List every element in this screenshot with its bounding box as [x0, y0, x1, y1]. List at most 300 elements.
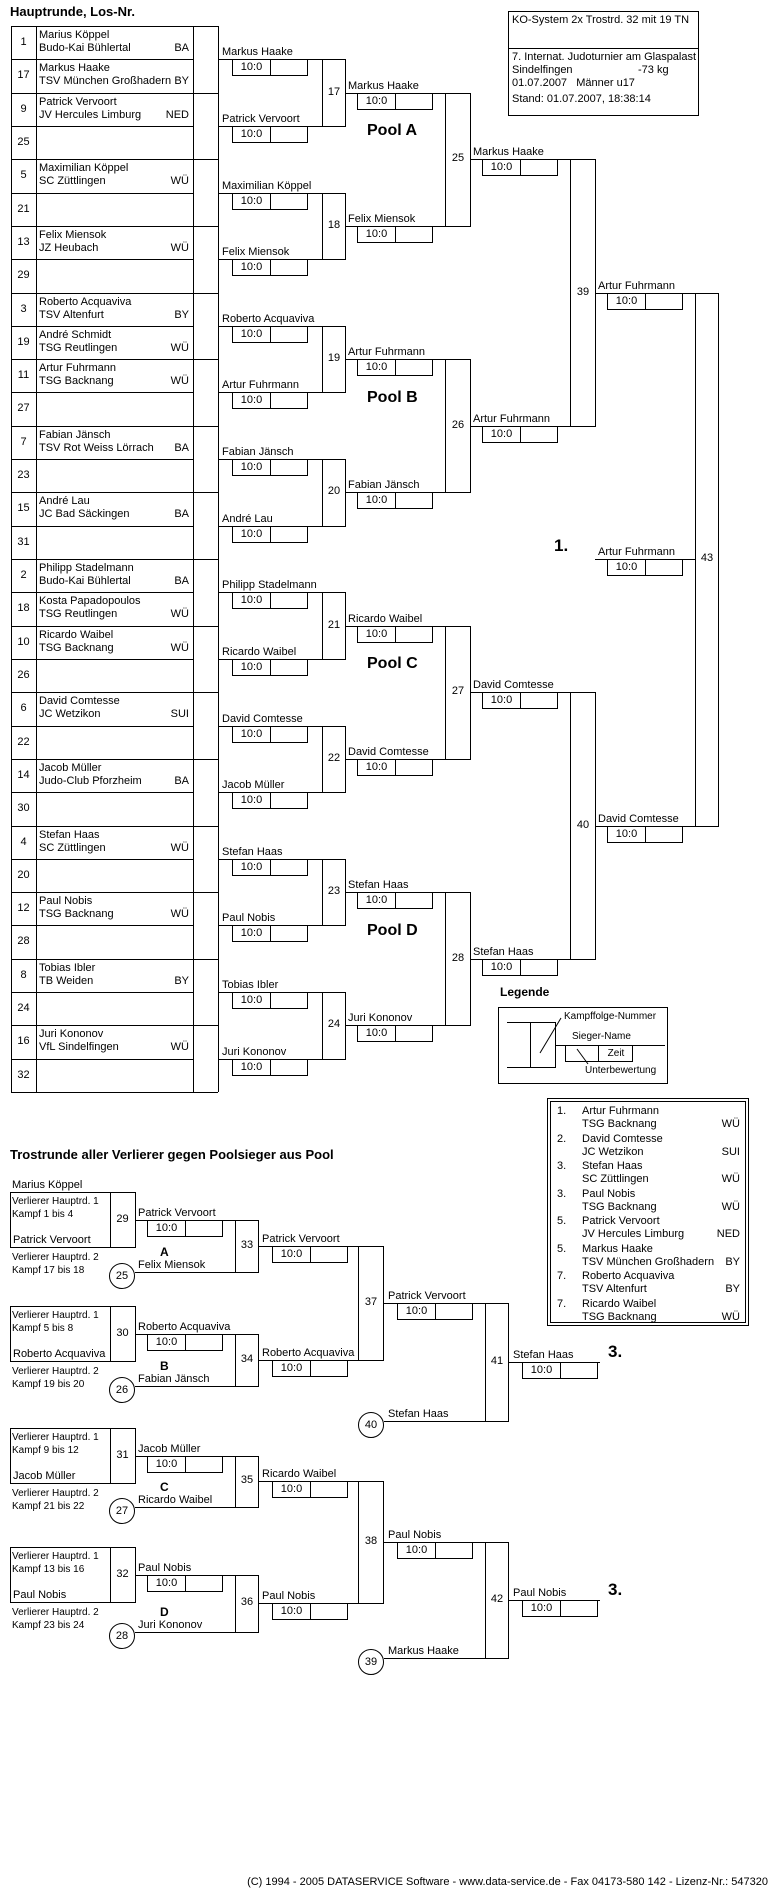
match-number: 39: [576, 285, 590, 298]
placed-player-name: Roberto Acquaviva: [582, 1270, 675, 1282]
score-value: 10:0: [273, 1361, 311, 1376]
table-grid-line: [11, 592, 193, 593]
winner-name: Patrick Vervoort: [388, 1289, 466, 1302]
player-state: BA: [174, 508, 189, 521]
table-grid-line: [11, 126, 193, 127]
time-cell: [646, 827, 682, 842]
time-cell: [271, 194, 307, 209]
player-club: JC Wetzikon: [39, 708, 101, 721]
winner-name: Jacob Müller: [138, 1442, 201, 1455]
seed-name: Markus Haake: [388, 1645, 459, 1657]
winner-name: Philipp Stadelmann: [222, 579, 317, 592]
score-box: [272, 1481, 348, 1498]
winner-name: Artur Fuhrmann: [348, 346, 426, 359]
seed-name: Stefan Haas: [388, 1408, 449, 1420]
lot-number: 25: [17, 135, 30, 148]
score-box: [357, 359, 433, 376]
player-name: Patrick Vervoort: [39, 95, 117, 108]
legend-heading: Legende: [500, 985, 550, 999]
table-grid-line: [193, 892, 218, 893]
table-grid-line: [193, 1092, 218, 1093]
table-grid-line: [193, 959, 218, 960]
place-number: 7.: [557, 1297, 567, 1310]
player-name: Philipp Stadelmann: [39, 562, 134, 574]
match-number: 17: [327, 85, 341, 98]
seed-circle: 40: [358, 1412, 384, 1438]
entrant-name: Marius Köppel: [12, 1179, 83, 1191]
entrant-name: Roberto Acquaviva: [13, 1348, 106, 1360]
winner-name: Markus Haake: [222, 46, 293, 59]
table-grid-line: [11, 426, 193, 427]
time-cell: [186, 1457, 222, 1472]
placed-player-club: TSV München Großhadern: [582, 1255, 715, 1268]
table-grid-line: [11, 692, 193, 693]
score-value: 10:0: [233, 793, 271, 808]
score-value: 10:0: [358, 1026, 396, 1041]
placed-player-name: Stefan Haas: [582, 1160, 643, 1172]
pool-letter: B: [160, 1359, 169, 1373]
score-value: 10:0: [358, 227, 396, 242]
event-location: Sindelfingen: [512, 64, 573, 76]
time-cell: [521, 427, 557, 442]
placed-player-state: SUI: [721, 1145, 740, 1158]
source-label: Verlierer Hauptrd. 2: [12, 1366, 99, 1377]
winner-name: Artur Fuhrmann: [598, 279, 676, 292]
player-club: TSG Backnang: [39, 375, 114, 388]
placed-player-state: BY: [725, 1255, 740, 1268]
player-club: JV Hercules Limburg: [39, 108, 142, 121]
time-cell: [271, 860, 307, 875]
time-cell: [396, 227, 432, 242]
lot-number: 14: [17, 768, 30, 781]
lot-number: 30: [17, 802, 30, 815]
score-box: [482, 426, 558, 443]
lot-number: 4: [20, 835, 27, 848]
lot-number: 12: [17, 902, 30, 915]
winner-name: Jacob Müller: [222, 779, 285, 792]
placed-player-club: JV Hercules Limburg: [582, 1228, 685, 1240]
table-grid-line: [11, 392, 193, 393]
score-value: 10:0: [233, 527, 271, 542]
match-number: 35: [240, 1474, 254, 1487]
table-grid-line: [193, 426, 218, 427]
place-label: 3.: [608, 1580, 623, 1600]
seed-name: Ricardo Waibel: [138, 1494, 213, 1506]
score-box: [357, 492, 433, 509]
table-grid-line: [193, 759, 218, 760]
score-box: [232, 126, 308, 143]
table-grid-line: [11, 992, 193, 993]
source-label: Kampf 19 bis 20: [12, 1379, 85, 1390]
score-value: 10:0: [233, 60, 271, 75]
player-name: Juri Kononov: [39, 1028, 104, 1041]
pool-label: Pool B: [367, 388, 418, 406]
winner-name: Paul Nobis: [222, 912, 276, 925]
time-cell: [186, 1576, 222, 1591]
table-grid-line: [11, 1025, 193, 1026]
source-label: Kampf 9 bis 12: [12, 1445, 79, 1456]
match-number: 25: [451, 152, 465, 165]
score-value: 10:0: [148, 1221, 186, 1236]
score-value: 10:0: [273, 1247, 311, 1262]
score-box: [232, 659, 308, 676]
player-name: Paul Nobis: [39, 895, 93, 908]
bracket-line: [135, 1632, 235, 1633]
score-value: 10:0: [233, 727, 271, 742]
player-state: BY: [174, 75, 189, 88]
pool-label: Pool C: [367, 655, 418, 673]
score-box: [607, 826, 683, 843]
player-state: WÜ: [170, 241, 189, 254]
table-grid-line: [193, 692, 218, 693]
pool-letter: C: [160, 1480, 169, 1494]
time-cell: [436, 1304, 472, 1319]
lot-number: 9: [20, 102, 27, 115]
match-number: 26: [451, 418, 465, 431]
time-cell: [561, 1363, 597, 1378]
score-box: [397, 1303, 473, 1320]
player-club: TSG Backnang: [39, 908, 114, 921]
source-label: Verlierer Hauptrd. 2: [12, 1607, 99, 1618]
player-name: Tobias Ibler: [39, 961, 96, 974]
score-value: 10:0: [233, 1060, 271, 1075]
score-box: [482, 159, 558, 176]
match-number: 32: [116, 1567, 129, 1580]
player-club: TB Weiden: [39, 974, 94, 987]
match-number: 20: [327, 485, 341, 498]
winner-name: Felix Miensok: [222, 246, 290, 259]
lot-number: 2: [20, 569, 27, 581]
placed-player-name: Artur Fuhrmann: [582, 1105, 660, 1117]
time-cell: [271, 727, 307, 742]
time-cell: [396, 760, 432, 775]
seed-name: Juri Kononov: [138, 1619, 203, 1631]
lot-number: 22: [17, 735, 30, 748]
placed-player-state: WÜ: [721, 1200, 740, 1213]
score-box: [357, 892, 433, 909]
lot-number: 8: [20, 968, 27, 981]
lot-number: 29: [17, 269, 30, 282]
winner-name: Ricardo Waibel: [222, 645, 297, 658]
winner-name: Artur Fuhrmann: [473, 412, 551, 425]
table-grid-line: [11, 626, 193, 627]
score-box: [232, 792, 308, 809]
score-box: [607, 293, 683, 310]
time-cell: [271, 260, 307, 275]
score-value: 10:0: [608, 560, 646, 575]
time-cell: [271, 793, 307, 808]
score-value: 10:0: [233, 260, 271, 275]
player-name: Artur Fuhrmann: [39, 362, 117, 375]
player-state: BA: [174, 42, 189, 54]
time-cell: [271, 327, 307, 342]
bracket-line: [135, 1272, 235, 1273]
placed-player-state: WÜ: [721, 1173, 740, 1185]
score-box: [232, 726, 308, 743]
time-cell: [271, 460, 307, 475]
match-number: 34: [240, 1352, 254, 1365]
player-name: Ricardo Waibel: [39, 628, 114, 641]
match-number: 24: [327, 1018, 341, 1031]
table-grid-line: [11, 859, 193, 860]
player-state: WÜ: [170, 175, 189, 188]
source-label: Kampf 5 bis 8: [12, 1323, 74, 1334]
placed-player-club: TSG Backnang: [582, 1310, 657, 1323]
winner-name: Patrick Vervoort: [222, 112, 300, 125]
winner-name: Ricardo Waibel: [262, 1468, 337, 1481]
table-grid-line: [193, 159, 218, 160]
score-box: [272, 1360, 348, 1377]
table-grid-line: [11, 526, 193, 527]
score-box: [147, 1220, 223, 1237]
source-label: Verlierer Hauptrd. 1: [12, 1310, 99, 1321]
placed-player-state: NED: [716, 1228, 740, 1240]
main-title: Hauptrunde, Los-Nr.: [10, 4, 135, 19]
time-cell: [186, 1335, 222, 1350]
lot-number: 3: [20, 302, 27, 315]
lot-number: 23: [17, 469, 30, 482]
player-club: TSG Reutlingen: [39, 341, 118, 354]
entrant-name: Paul Nobis: [13, 1589, 67, 1601]
score-box: [522, 1362, 598, 1379]
seed-circle: 26: [109, 1377, 135, 1403]
time-cell: [271, 926, 307, 941]
table-grid-line: [11, 459, 193, 460]
winner-name: Stefan Haas: [222, 845, 283, 858]
placed-player-state: WÜ: [721, 1310, 740, 1323]
table-grid-line: [11, 226, 193, 227]
score-value: 10:0: [233, 327, 271, 342]
player-club: TSG Reutlingen: [39, 608, 118, 621]
time-cell: [396, 360, 432, 375]
match-number: 23: [327, 885, 341, 898]
lot-number: 28: [17, 935, 30, 948]
winner-name: Artur Fuhrmann: [222, 379, 300, 392]
score-box: [232, 925, 308, 942]
score-box: [357, 93, 433, 110]
score-box: [232, 592, 308, 609]
table-grid-line: [11, 559, 193, 560]
score-value: 10:0: [358, 760, 396, 775]
lot-number: 18: [17, 602, 30, 615]
lot-number: 10: [17, 635, 30, 648]
time-cell: [311, 1604, 347, 1619]
time-cell: [186, 1221, 222, 1236]
score-box: [397, 1542, 473, 1559]
lot-number: 11: [17, 369, 30, 382]
score-box: [357, 626, 433, 643]
time-cell: [311, 1482, 347, 1497]
pool-label: Pool A: [367, 122, 418, 140]
time-cell: [396, 493, 432, 508]
score-value: 10:0: [233, 660, 271, 675]
table-grid-line: [193, 359, 218, 360]
score-box: [232, 193, 308, 210]
consolation-title: Trostrunde aller Verlierer gegen Poolsieger aus Pool: [10, 1147, 334, 1162]
place-label: 3.: [608, 1341, 623, 1361]
score-box: [232, 392, 308, 409]
lot-number: 6: [20, 702, 27, 715]
winner-name: David Comtesse: [222, 712, 303, 725]
time-cell: [436, 1543, 472, 1558]
score-value: 10:0: [233, 393, 271, 408]
winner-name: Paul Nobis: [513, 1587, 567, 1600]
player-name: Felix Miensok: [39, 228, 107, 241]
match-number: 38: [364, 1535, 378, 1548]
match-number: 40: [576, 818, 590, 831]
player-club: SC Züttlingen: [39, 841, 106, 854]
placed-player-name: Paul Nobis: [582, 1187, 636, 1200]
score-value: 10:0: [233, 127, 271, 142]
score-box: [147, 1456, 223, 1473]
match-number: 36: [240, 1596, 254, 1609]
player-state: SUI: [170, 708, 189, 721]
time-cell: [521, 160, 557, 175]
player-name: André Schmidt: [39, 328, 112, 341]
lot-number: 1: [20, 36, 27, 48]
legend-subscore-label: Unterbewertung: [585, 1065, 657, 1076]
legend-number-label: Kampffolge-Nummer: [564, 1011, 657, 1022]
player-state: BY: [174, 308, 189, 321]
table-grid-line: [11, 259, 193, 260]
score-value: 10:0: [358, 893, 396, 908]
table-grid-line: [11, 1059, 193, 1060]
score-value: 10:0: [233, 926, 271, 941]
player-name: Roberto Acquaviva: [39, 295, 132, 308]
player-state: BY: [174, 974, 189, 987]
winner-name: Stefan Haas: [513, 1348, 574, 1361]
legend-time-label: Zeit: [607, 1048, 625, 1059]
match-number: 27: [451, 685, 465, 698]
player-state: WÜ: [170, 908, 189, 921]
winner-name: David Comtesse: [473, 679, 554, 692]
seed-circle: 28: [109, 1623, 135, 1649]
player-club: TSV Altenfurt: [39, 308, 104, 321]
time-cell: [396, 94, 432, 109]
table-grid-line: [11, 659, 193, 660]
placed-player-club: SC Züttlingen: [582, 1173, 649, 1185]
table-grid-line: [193, 492, 218, 493]
match-number: 30: [116, 1326, 129, 1339]
player-club: SC Züttlingen: [39, 175, 106, 188]
match-number: 43: [700, 552, 714, 564]
score-value: 10:0: [398, 1304, 436, 1319]
score-value: 10:0: [233, 993, 271, 1008]
lot-number: 5: [20, 169, 27, 182]
time-cell: [521, 960, 557, 975]
score-value: 10:0: [148, 1457, 186, 1472]
winner-name: Stefan Haas: [473, 945, 534, 958]
pool-letter: D: [160, 1605, 169, 1619]
score-value: 10:0: [483, 427, 521, 442]
table-grid-line: [11, 359, 193, 360]
source-label: Verlierer Hauptrd. 2: [12, 1252, 99, 1263]
table-grid-line: [193, 93, 218, 94]
placed-player-club: TSG Backnang: [582, 1200, 657, 1213]
source-label: Kampf 17 bis 18: [12, 1265, 85, 1276]
time-cell: [271, 1060, 307, 1075]
time-cell: [271, 593, 307, 608]
player-name: David Comtesse: [39, 695, 120, 708]
lot-number: 21: [17, 202, 30, 215]
score-box: [272, 1246, 348, 1263]
winner-name: Felix Miensok: [348, 212, 416, 225]
score-box: [232, 326, 308, 343]
score-box: [522, 1600, 598, 1617]
placed-player-name: Markus Haake: [582, 1242, 653, 1255]
placed-player-club: TSG Backnang: [582, 1118, 657, 1130]
score-box: [357, 759, 433, 776]
table-grid-line: [193, 226, 218, 227]
bracket-line: [135, 1507, 235, 1508]
score-value: 10:0: [233, 860, 271, 875]
match-number: 19: [327, 352, 341, 365]
winner-name: Juri Kononov: [222, 1045, 287, 1058]
table-grid-line: [11, 326, 193, 327]
score-box: [232, 526, 308, 543]
pool-label: Pool D: [367, 921, 418, 939]
score-value: 10:0: [483, 960, 521, 975]
source-label: Verlierer Hauptrd. 1: [12, 1432, 99, 1443]
player-name: Markus Haake: [39, 62, 110, 75]
table-grid-line: [11, 726, 193, 727]
score-box: [147, 1334, 223, 1351]
table-grid-line: [11, 193, 193, 194]
score-value: 10:0: [398, 1543, 436, 1558]
table-grid-line: [11, 792, 193, 793]
lot-number: 17: [17, 69, 30, 82]
lot-number: 19: [17, 335, 30, 348]
score-box: [357, 1025, 433, 1042]
place-number: 7.: [557, 1270, 567, 1282]
match-number: 29: [116, 1212, 129, 1225]
score-value: 10:0: [148, 1576, 186, 1591]
place-number: 1.: [557, 1105, 567, 1117]
player-state: WÜ: [170, 341, 189, 354]
table-grid-line: [193, 826, 218, 827]
player-club: JZ Heubach: [39, 241, 99, 254]
player-club: TSG Backnang: [39, 641, 114, 654]
time-cell: [521, 693, 557, 708]
time-cell: [561, 1601, 597, 1616]
system-label: KO-System 2x Trostrd. 32 mit 19 TN: [512, 14, 690, 26]
winner-name: Juri Kononov: [348, 1012, 413, 1025]
time-cell: [396, 627, 432, 642]
score-value: 10:0: [608, 294, 646, 309]
seed-name: Fabian Jänsch: [138, 1373, 210, 1385]
pool-letter: A: [160, 1245, 169, 1259]
source-label: Verlierer Hauptrd. 1: [12, 1196, 99, 1207]
player-club: VfL Sindelfingen: [39, 1041, 119, 1054]
player-state: BA: [174, 441, 189, 454]
match-number: 31: [116, 1448, 129, 1461]
time-cell: [271, 127, 307, 142]
table-grid-line: [11, 59, 193, 60]
player-club: JC Bad Säckingen: [39, 508, 130, 521]
match-number: 37: [364, 1295, 378, 1308]
time-cell: [271, 527, 307, 542]
placed-player-club: JC Wetzikon: [582, 1145, 644, 1158]
player-name: André Lau: [39, 495, 90, 508]
place-number: 3.: [557, 1187, 567, 1200]
score-box: [232, 259, 308, 276]
table-grid-line: [11, 925, 193, 926]
legend-winner-label: Sieger-Name: [572, 1031, 631, 1042]
placed-player-state: WÜ: [721, 1118, 740, 1130]
stand-timestamp: Stand: 01.07.2007, 18:38:14: [512, 93, 651, 105]
seed-circle: 27: [109, 1498, 135, 1524]
score-box: [147, 1575, 223, 1592]
